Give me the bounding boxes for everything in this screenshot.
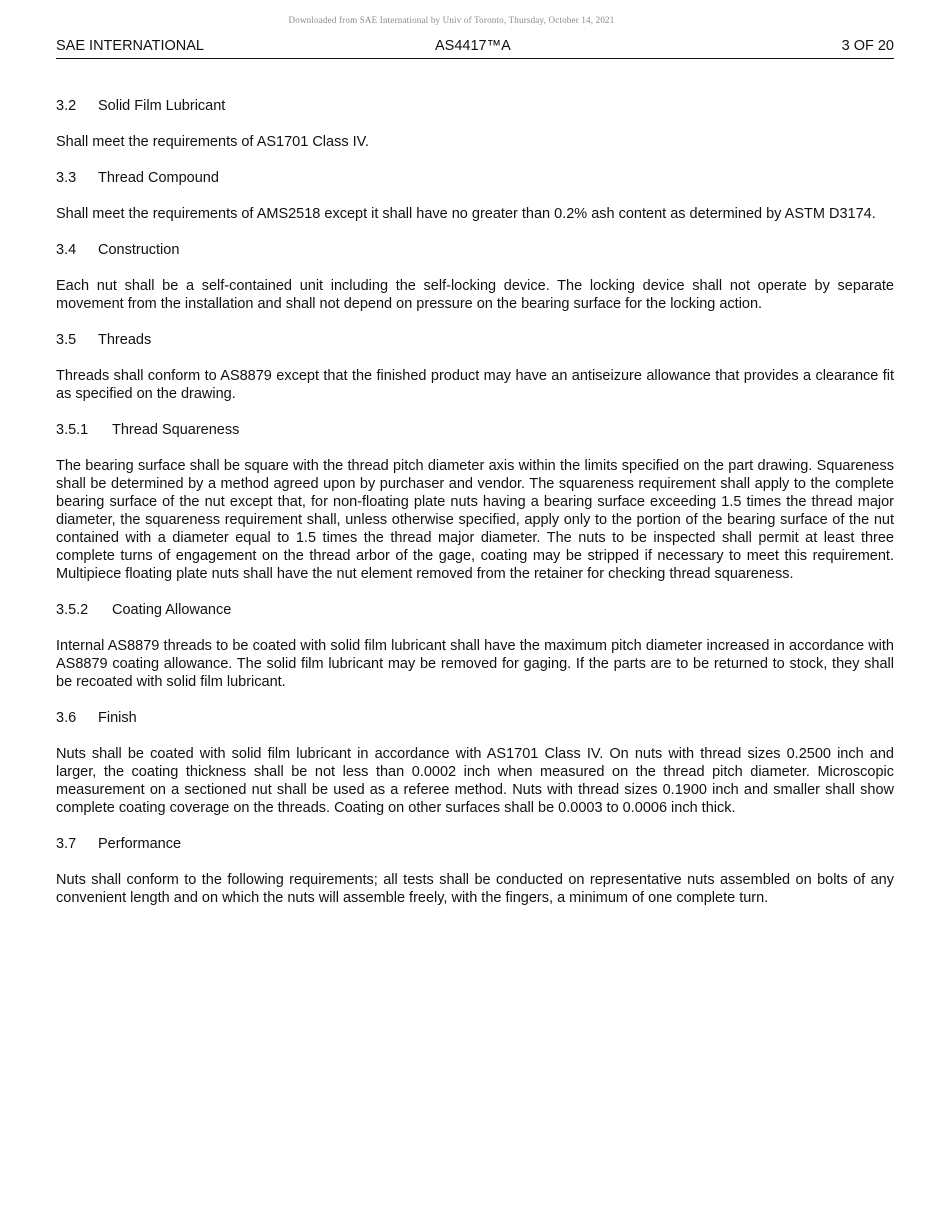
header-organization: SAE INTERNATIONAL <box>56 38 204 54</box>
section-number: 3.5 <box>56 332 77 348</box>
section-heading <box>56 709 894 727</box>
download-watermark: Downloaded from SAE International by Univ of Toronto, Thursday, October 14, 2021 <box>288 15 615 25</box>
section-paragraph: Shall meet the requirements of AMS2518 except it shall have no greater than 0.2% ash content as determined by ASTM D3174. <box>56 206 876 222</box>
subsection-heading <box>56 601 894 619</box>
section-paragraph: Nuts shall conform to the following requirements; all tests shall be conducted on representative nuts assembled on bolts of any convenient length and on which the nuts will assemble freely, with the fingers, a minimum of one complete turn. <box>56 872 894 906</box>
section-title: Coating Allowance <box>112 602 232 618</box>
section-title: Solid Film Lubricant <box>98 98 226 114</box>
section-title: Performance <box>98 836 182 852</box>
section-number: 3.4 <box>56 242 77 258</box>
subsection-heading <box>56 421 894 439</box>
section-number: 3.5.2 <box>56 602 89 618</box>
page-header <box>56 38 894 59</box>
section-title: Threads <box>98 332 152 348</box>
section-number: 3.2 <box>56 98 77 114</box>
section-number: 3.7 <box>56 836 77 852</box>
section-paragraph: Internal AS8879 threads to be coated with solid film lubricant shall have the maximum pitch diameter increased in accordance with AS8879 coating allowance. The solid film lubricant may be removed for gaging. If the parts are to be returned to stock, they shall be recoated with solid film lubricant. <box>56 638 894 690</box>
section-number: 3.6 <box>56 710 77 726</box>
header-page-number: 3 OF 20 <box>841 38 894 54</box>
section-number: 3.5.1 <box>56 422 89 438</box>
section-heading <box>56 97 894 115</box>
section-paragraph: Each nut shall be a self-contained unit including the self-locking device. The locking device shall not operate by separate movement from the installation and shall not depend on pressure on the bearing surface for the locking action. <box>56 278 894 312</box>
section-title: Thread Squareness <box>112 422 240 438</box>
section-heading <box>56 331 894 349</box>
section-paragraph: Nuts shall be coated with solid film lubricant in accordance with AS1701 Class IV. On nuts with thread sizes 0.2500 inch and larger, the coating thickness shall be not less than 0.0002 inch when measured on the thread pitch diameter. Microscopic measurement on a sectioned nut shall be used as a referee method. Nuts with thread sizes 0.1900 inch and smaller shall show complete coating coverage on the threads. Coating on other surfaces shall be 0.0003 to 0.0006 inch thick. <box>56 746 894 816</box>
section-title: Construction <box>98 242 180 258</box>
document-body <box>56 97 894 925</box>
section-title: Finish <box>98 710 137 726</box>
section-paragraph: Shall meet the requirements of AS1701 Class IV. <box>56 134 370 150</box>
section-paragraph: Threads shall conform to AS8879 except that the finished product may have an antiseizure allowance that provides a clearance fit as specified on the drawing. <box>56 368 894 402</box>
section-heading <box>56 169 894 187</box>
header-document-id: AS4417™A <box>435 38 511 54</box>
section-number: 3.3 <box>56 170 77 186</box>
section-title: Thread Compound <box>98 170 219 186</box>
section-heading <box>56 835 894 853</box>
section-heading <box>56 241 894 259</box>
section-paragraph: The bearing surface shall be square with the thread pitch diameter axis within the limits specified on the part drawing. Squareness shall be determined by a method agreed upon by purchaser and vendor. The squareness requirement shall apply to the complete bearing surface of the nut except that, for non-floating plate nuts having a bearing surface exceeding 1.5 times the thread major diameter, the squareness requirement shall, unless otherwise specified, apply only to the portion of the bearing surface of the nut contained with a diameter equal to 1.5 times the thread major diameter. The nuts to be inspected shall permit at least three complete turns of engagement on the thread arbor of the gage, coating may be stripped if necessary to meet this requirement. Multipiece floating plate nuts shall have the nut element removed from the retainer for checking thread squareness. <box>56 458 894 582</box>
